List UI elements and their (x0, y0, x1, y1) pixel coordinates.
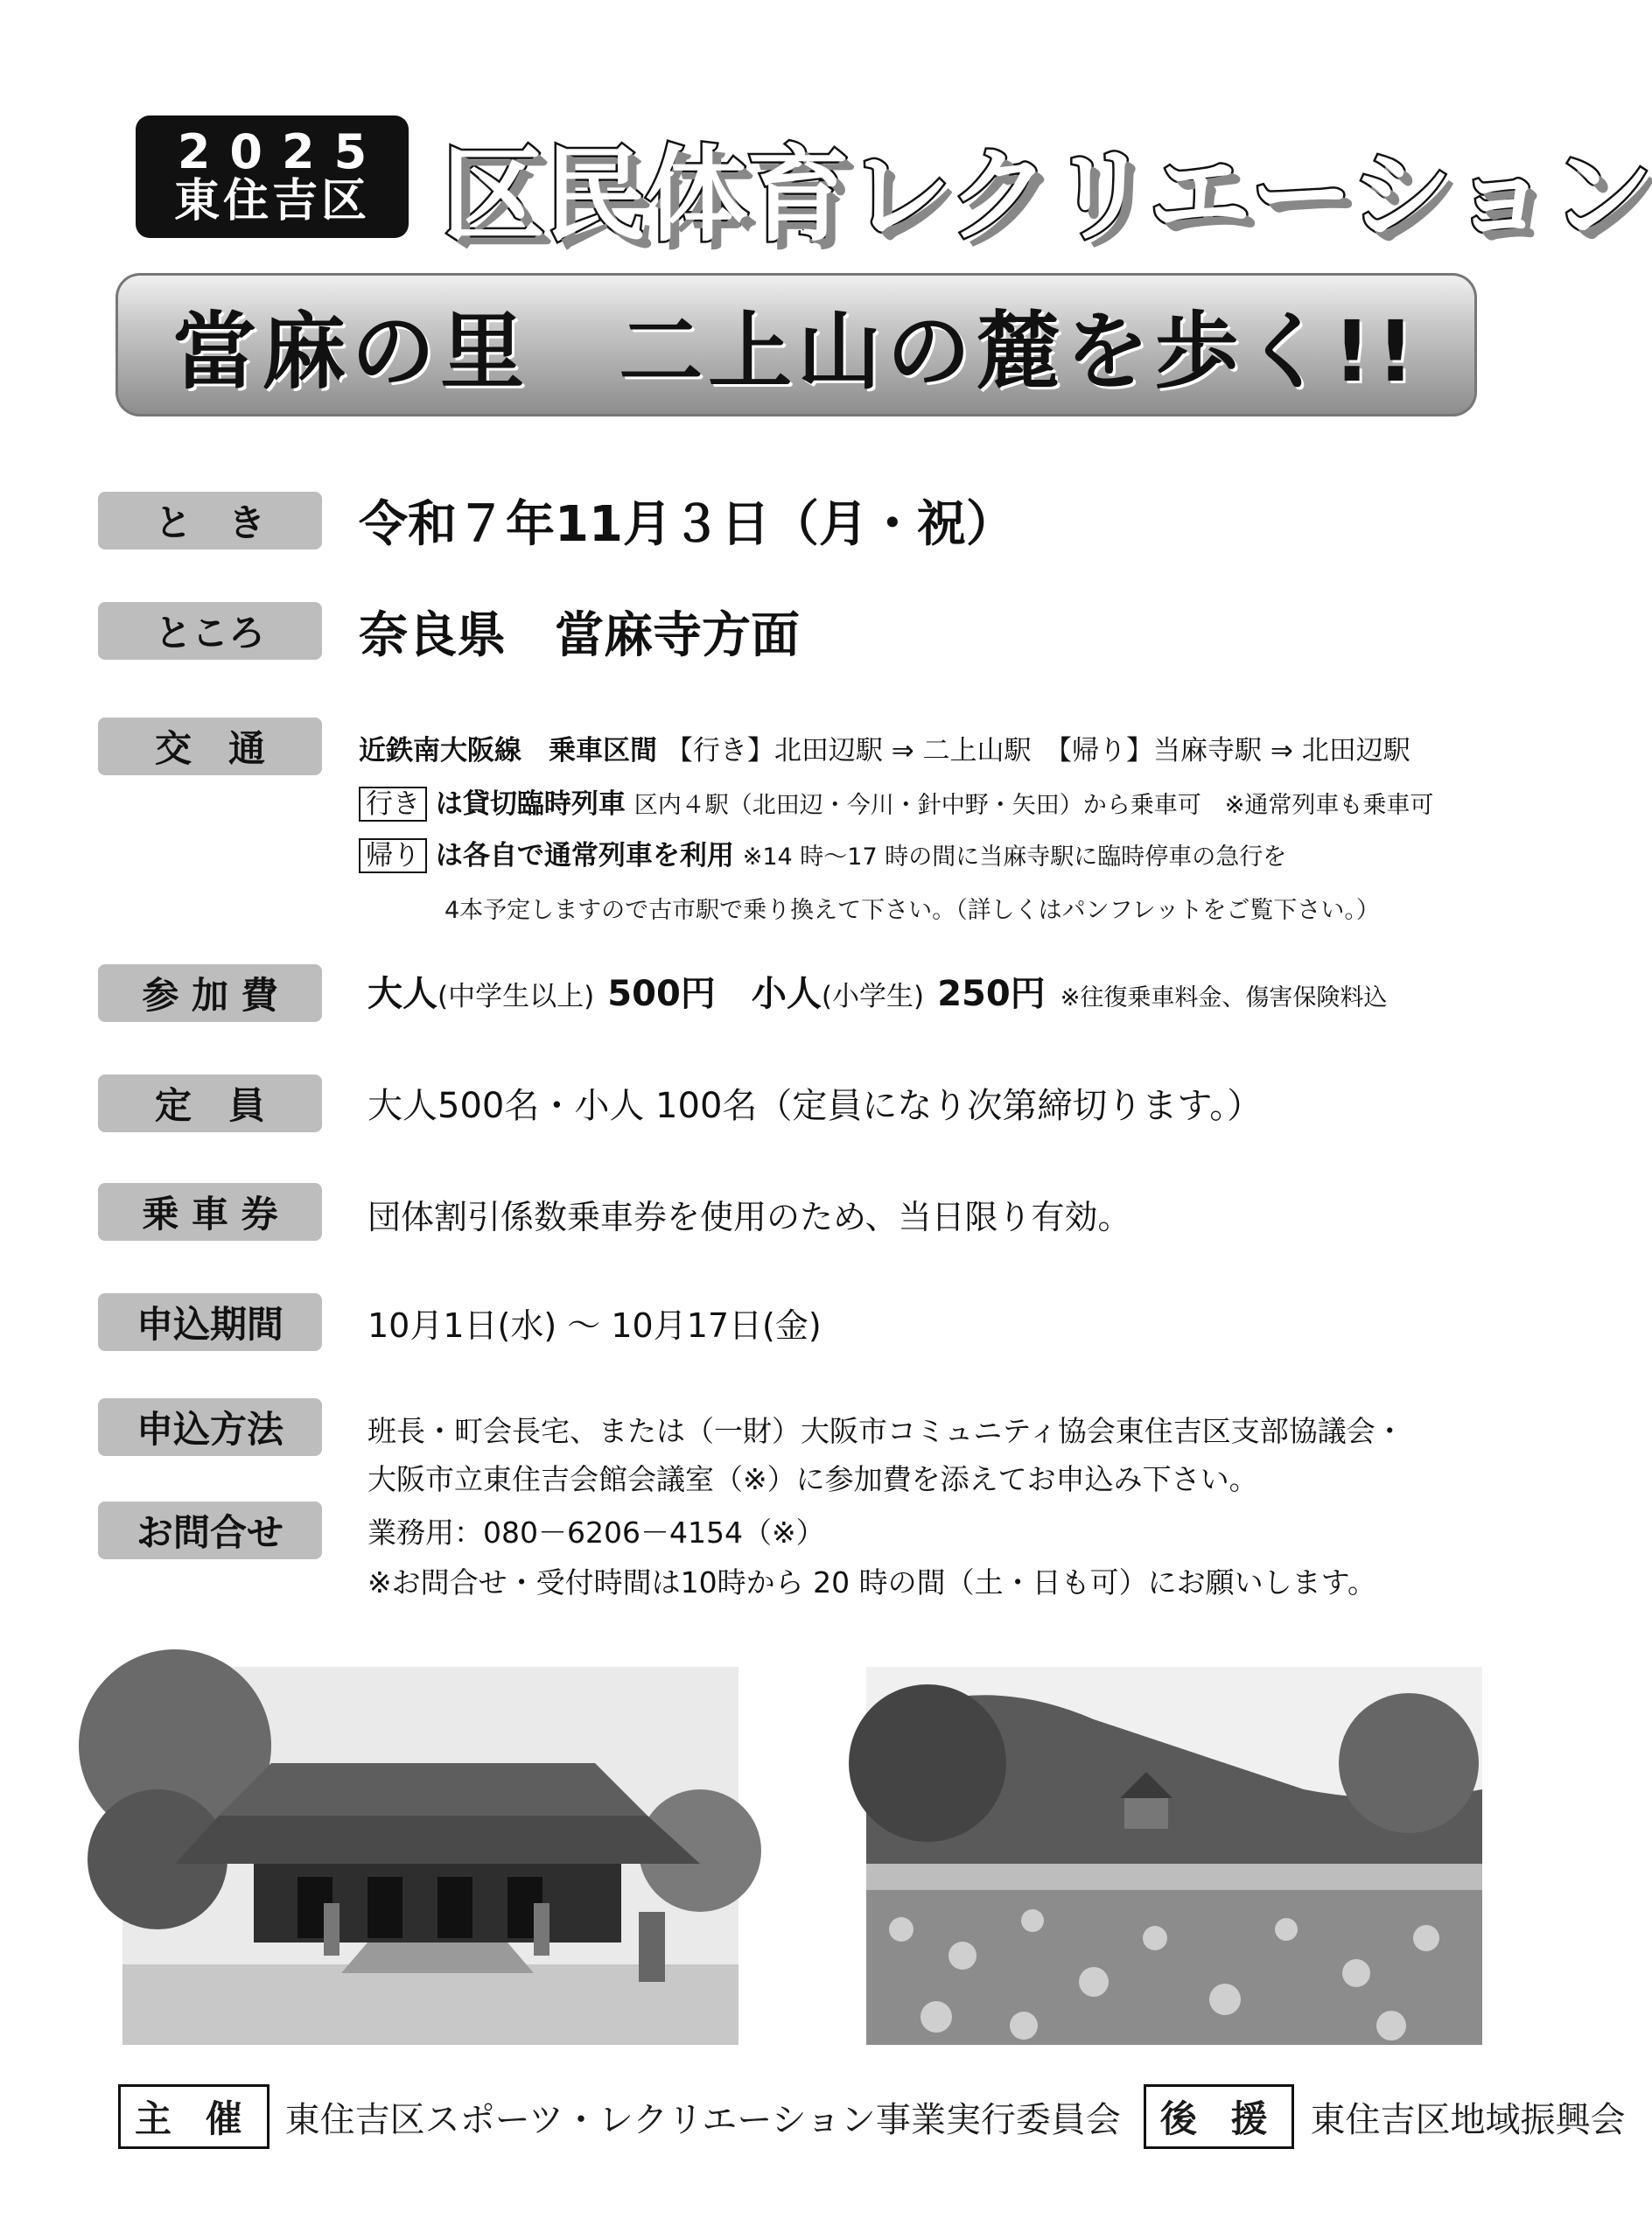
contact-line1: 業務用：080－6206－4154（※） (368, 1516, 825, 1550)
garden-photo (866, 1667, 1482, 2045)
temple-photo (122, 1667, 738, 2045)
subtitle-banner (116, 273, 1477, 416)
ward-text: 東住吉区 (173, 175, 370, 228)
main-title: 区民体育レクリエーション (442, 135, 1652, 256)
organizer-label: 主 催 (118, 2084, 270, 2149)
supporter-name: 東住吉区地域振興会 (1310, 2099, 1626, 2140)
period-value: 10月1日(水) ～ 10月17日(金) (368, 1306, 822, 1345)
label-capacity: 定 員 (98, 1074, 322, 1132)
label-fee: 参 加 費 (98, 964, 322, 1022)
method-line2: 大阪市立東住吉会館会議室（※）に参加費を添えてお申込み下さい。 (368, 1462, 1258, 1496)
transport-return-line2: 4本予定しますので古市駅で乗り換えて下さい。（詳しくはパンフレットをご覧下さい。） (444, 897, 1380, 924)
adult-note: (中学生以上) (438, 981, 595, 1012)
fee-note: ※往復乗車料金、傷害保険料込 (1060, 984, 1388, 1012)
label-ticket: 乗 車 券 (98, 1183, 322, 1241)
return-text-bold: は各自で通常列車を利用 (435, 840, 734, 872)
subtitle-text: 當麻の里 二上山の麓を歩く!! (172, 302, 1420, 401)
supporter-label: 後 援 (1144, 2084, 1295, 2149)
transport-return-line (359, 833, 1286, 872)
label-date: と き (98, 492, 322, 550)
date-value: 令和７年11月３日（月・祝） (359, 496, 1015, 553)
go-text-bold: は貸切臨時列車 (435, 788, 626, 820)
transport-route: 【行き】北田辺駅 ⇒ 二上山駅 【帰り】当麻寺駅 ⇒ 北田辺駅 (665, 735, 1410, 766)
method-line1: 班長・町会長宅、または（一財）大阪市コミュニティ協会東住吉区支部協議会・ (368, 1414, 1404, 1448)
adult-label: 大人 (368, 974, 438, 1014)
go-tag: 行き (359, 787, 427, 822)
transport-go-line (359, 781, 1433, 821)
go-text-rest: 区内４駅（北田辺・今川・針中野・矢田）から乗車可 ※通常列車も乗車可 (634, 792, 1434, 819)
label-period: 申込期間 (98, 1293, 322, 1351)
label-transport: 交 通 (98, 718, 322, 775)
label-method: 申込方法 (98, 1398, 322, 1456)
return-text-rest: ※14 時～17 時の間に当麻寺駅に臨時停車の急行を (742, 844, 1287, 871)
year-ward-badge (136, 116, 409, 238)
capacity-value: 大人500名・小人 100名（定員になり次第締切ります。） (368, 1086, 1263, 1126)
adult-price: 500円 (607, 974, 716, 1014)
transport-line1 (359, 728, 1410, 767)
organizer-name: 東住吉区スポーツ・レクリエーション事業実行委員会 (284, 2099, 1121, 2140)
year-text: 2025 (177, 124, 387, 180)
child-note: (小学生) (821, 981, 925, 1012)
place-value: 奈良県 當麻寺方面 (359, 607, 800, 664)
ticket-value: 団体割引係数乗車券を使用のため、当日限り有効。 (368, 1198, 1131, 1236)
child-price: 250円 (937, 974, 1046, 1014)
transport-line-name: 近鉄南大阪線 乗車区間 (359, 735, 657, 766)
child-label: 小人 (751, 974, 822, 1014)
contact-line2: ※お問合せ・受付時間は10時から 20 時の間（土・日も可）にお願いします。 (368, 1565, 1376, 1600)
fee-line (368, 966, 1387, 1016)
return-tag: 帰り (359, 838, 427, 873)
label-contact: お問合せ (98, 1502, 322, 1559)
label-place: ところ (98, 602, 322, 660)
footer (118, 2084, 1625, 2149)
